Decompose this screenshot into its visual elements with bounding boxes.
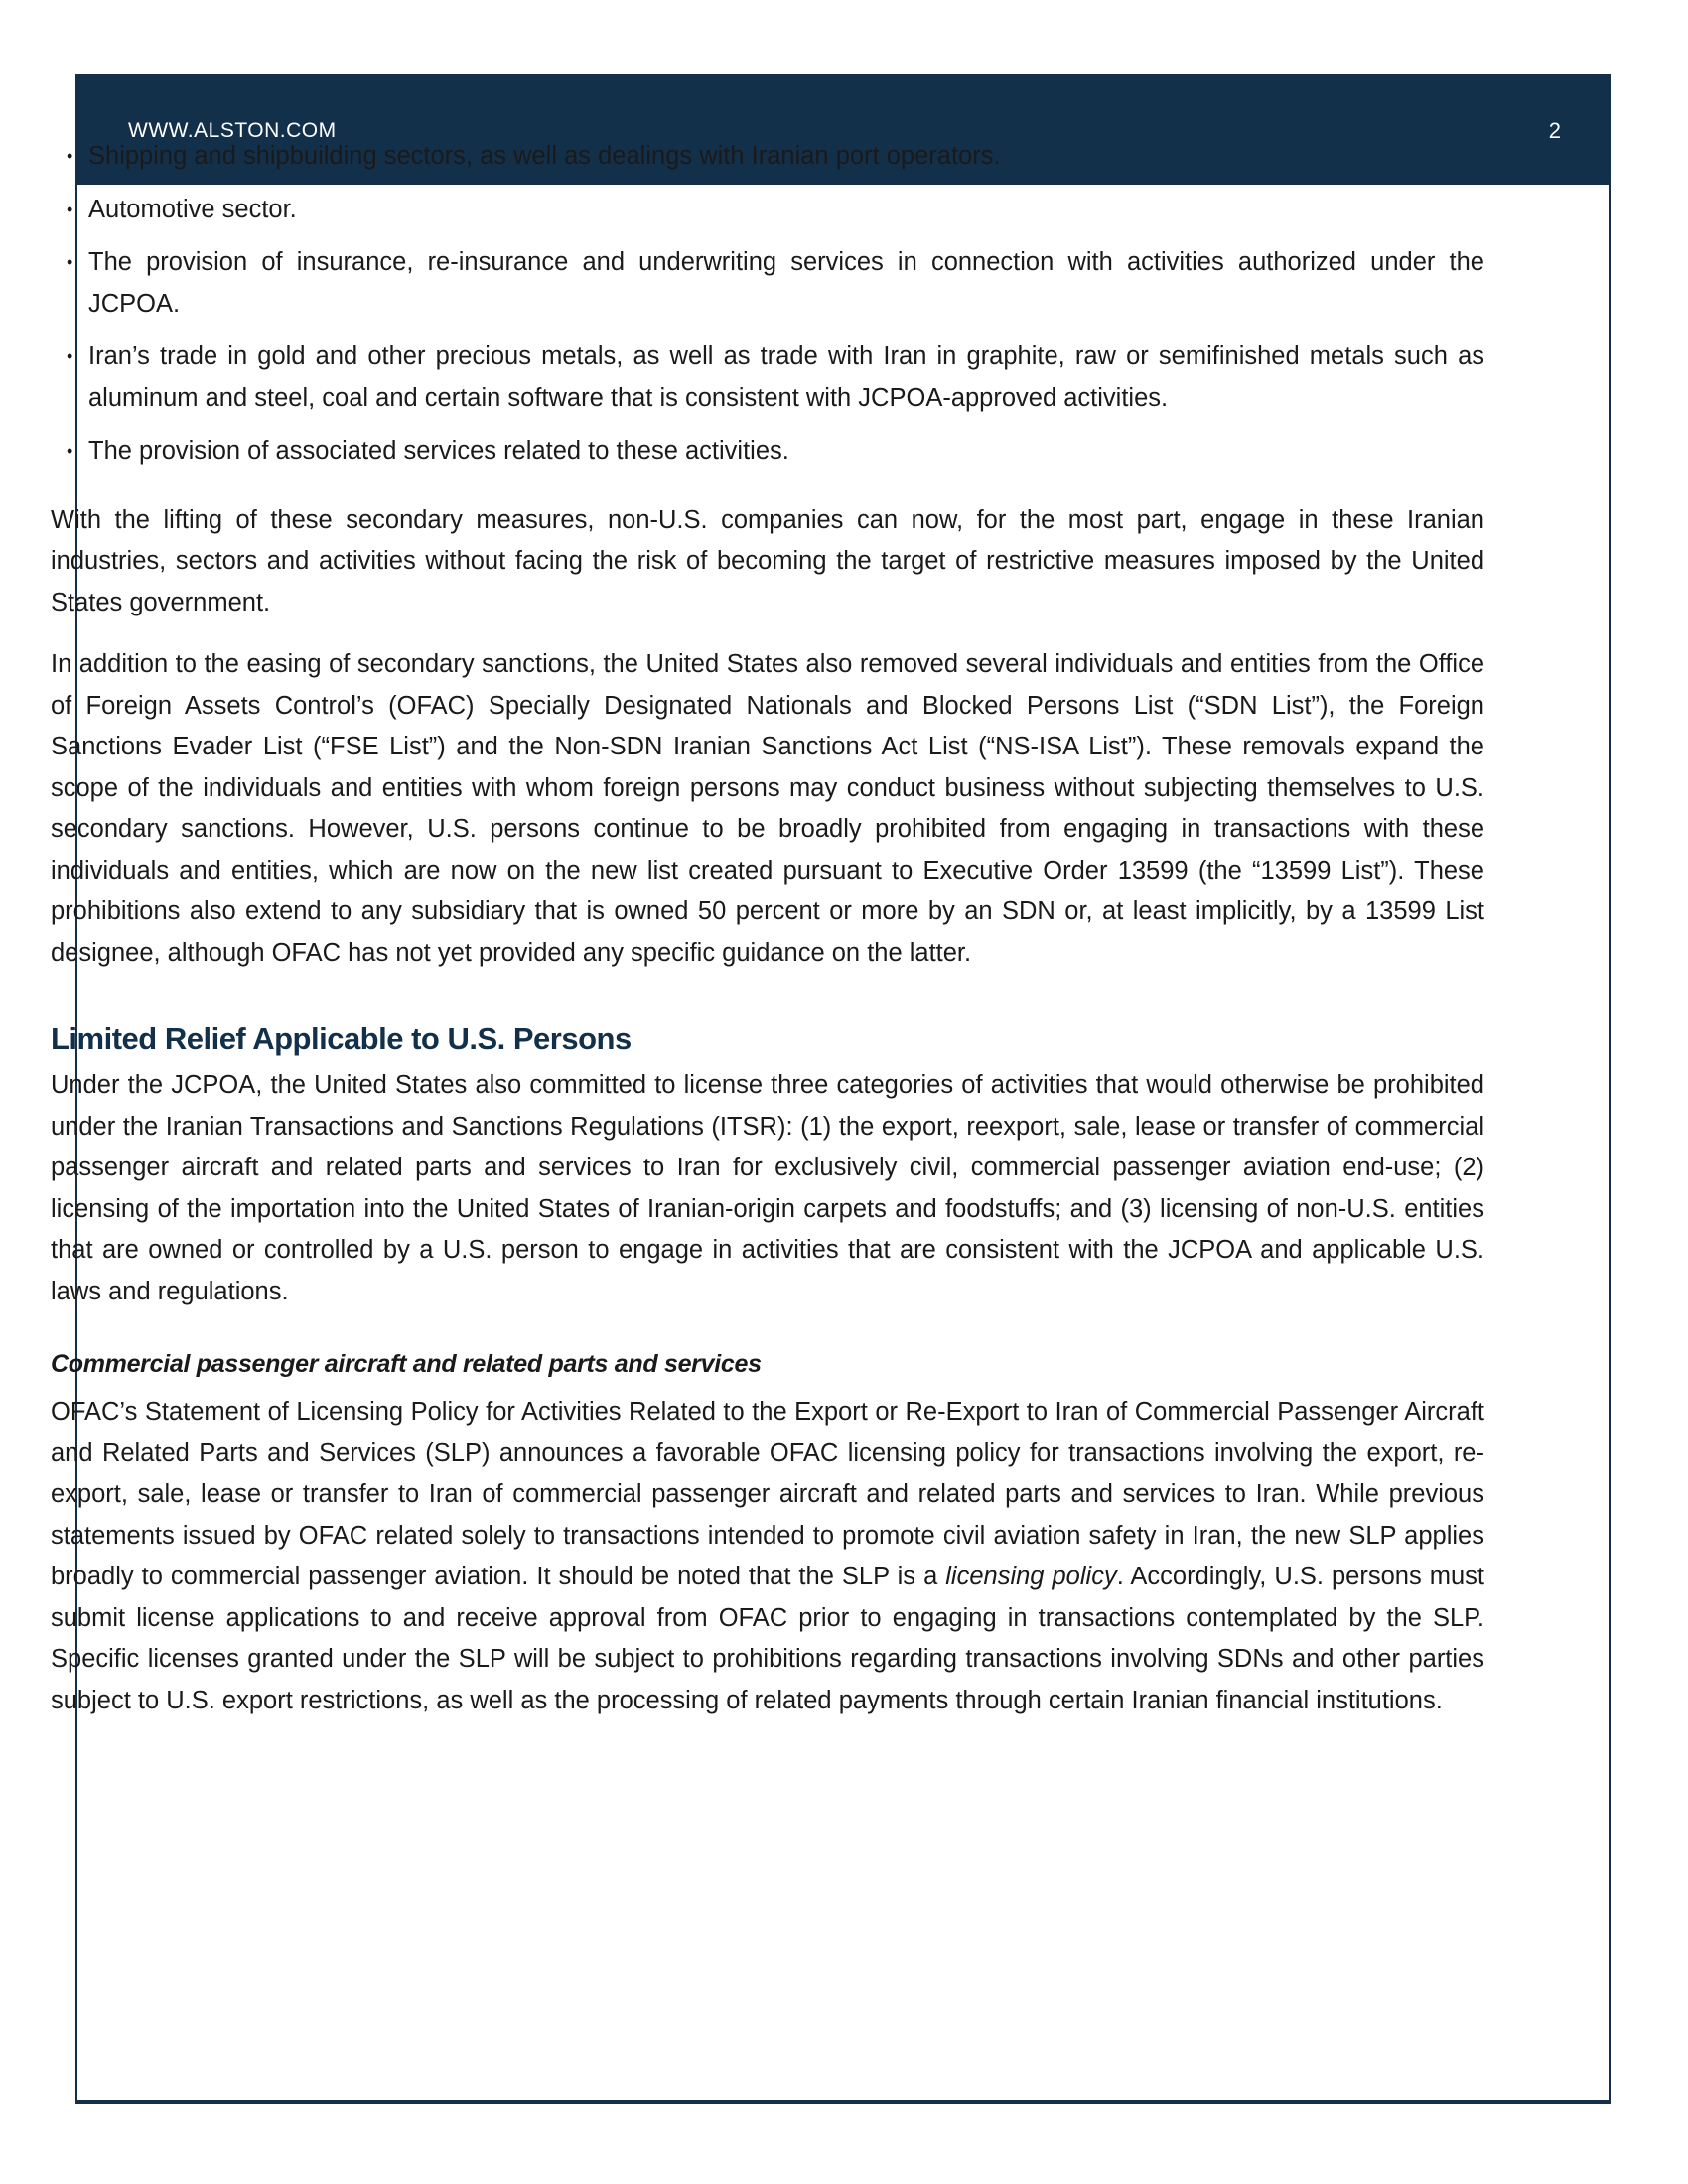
subsection-heading: Commercial passenger aircraft and related parts and services [51,1350,762,1378]
paragraph-lifting: With the lifting of these secondary measures, non-U.S. companies can now, for the most part, engage in these Iranian industries, sectors and activities without facing the risk of becoming the target of restrictive measures imposed by the United States government. [51,505,1484,616]
bullet-icon: • [67,346,73,366]
sanctions-relief-list [51,136,1484,473]
list-item: • Iran’s trade in gold and other precious metals, as well as trade with Iran in graphite, raw or semifinished metals such as aluminum and steel, coal and certain software that is consistent with JCPOA-approved activities. [51,337,1484,419]
website-link[interactable]: WWW.ALSTON.COM [128,118,337,142]
bullet-icon: • [67,199,73,219]
section-heading: Limited Relief Applicable to U.S. Persons [51,1022,632,1056]
list-item: • Shipping and shipbuilding sectors, as well as dealings with Iranian port operators. [51,136,1484,178]
page-content [51,136,1484,1742]
bullet-icon: • [67,252,73,272]
paragraph-easing: In addition to the easing of secondary sanctions, the United States also removed several individuals and entities from the Office of Foreign Assets Control’s (OFAC) Specially Designated Nationals and Blocked Persons List (“SDN List”), the Foreign Sanctions Evader List (“FSE List”) and the Non-SDN Iranian Sanctions Act List (“NS-ISA List”). These removals expand the scope of the individuals and entities with whom foreign persons may conduct business without subjecting themselves to U.S. secondary sanctions. However, U.S. persons continue to be broadly prohibited from engaging in transactions with these individuals and entities, which are now on the new list created pursuant to Executive Order 13599 (the “13599 List”). These prohibitions also extend to any subsidiary that is owned 50 percent or more by an SDN or, at least implicitly, by a 13599 List designee, although OFAC has not yet provided any specific guidance on the latter. [51,650,1484,967]
section-intro: Under the JCPOA, the United States also committed to license three categories of activities that would otherwise be prohibited under the Iranian Transactions and Sanctions Regulations (ITSR): (1) the export, reexport, sale, lease or transfer of commercial passenger aircraft and related parts and services to Iran for exclusively civil, commercial passenger aviation end-use; (2) licensing of the importation into the United States of Iranian-origin carpets and foodstuffs; and (3) licensing of non-U.S. entities that are owned or controlled by a U.S. person to engage in activities that are consistent with the JCPOA and applicable U.S. laws and regulations. [51,1071,1484,1305]
subsection-body: OFAC’s Statement of Licensing Policy for Activities Related to the Export or Re-Export to Iran of Commercial Passenger Aircraft and Related Parts and Services (SLP) announces a favorable OFAC licensing policy for transactions involving the export, re-export, sale, lease or transfer to Iran of commercial passenger aircraft and related parts and services to Iran. While previous statements issued by OFAC related solely to transactions intended to promote civil aviation safety in Iran, the new SLP applies broadly to commercial passenger aviation. It should be noted that the SLP is a licensing policy. Accordingly, U.S. persons must submit license applications to and receive approval from OFAC prior to engaging in transactions contemplated by the SLP. Specific licenses granted under the SLP will be subject to prohibitions regarding transactions involving SDNs and other parties subject to U.S. export restrictions, as well as the processing of related payments through certain Iranian financial institutions. [51,1398,1484,1714]
page-number: 2 [1548,117,1561,143]
list-item: • Automotive sector. [51,190,1484,231]
emphasis-licensing-policy: licensing policy [945,1563,1117,1590]
list-item: • The provision of associated services related to these activities. [51,431,1484,473]
bullet-icon: • [67,441,73,461]
list-item: • The provision of insurance, re-insurance and underwriting services in connection with activities authorized under the JCPOA. [51,242,1484,325]
bullet-icon: • [67,146,73,166]
